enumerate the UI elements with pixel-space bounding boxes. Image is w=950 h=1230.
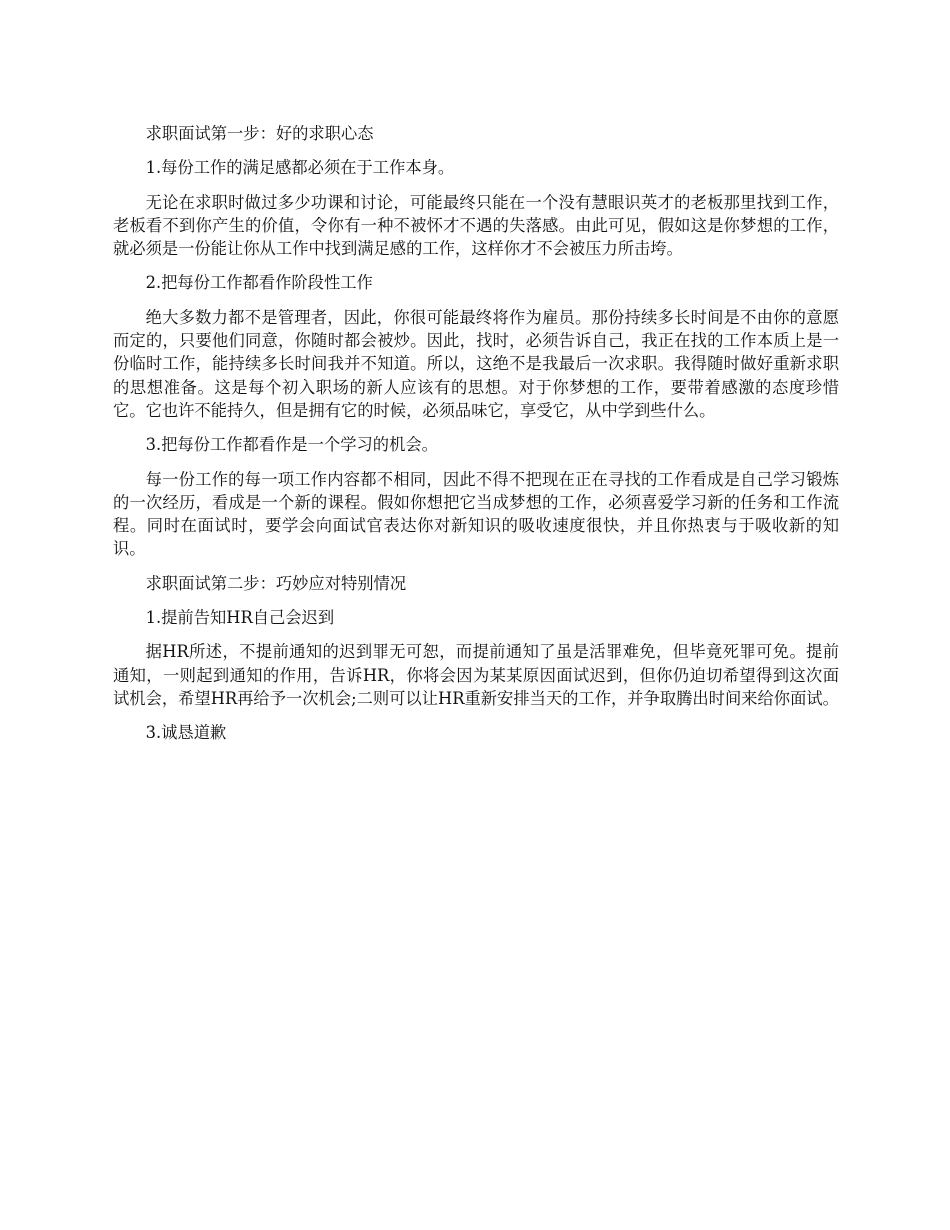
document-body xyxy=(113,122,839,756)
paragraph-notify-late: 据HR所述，不提前通知的迟到罪无可恕，而提前通知了虽是活罪难免，但毕竟死罪可免。提前通知，一则起到通知的作用，告诉HR，你将会因为某某原因面试迟到，但你仍迫切希望得到这次面试机会，希望HR再给予一次机会;二则可以让HR重新安排当天的工作，并争取腾出时间来给你面试。 xyxy=(113,642,839,708)
point-heading-learning: 3.把每份工作都看作是一个学习的机会。 xyxy=(145,435,438,455)
paragraph-temporary-work: 绝大多数力都不是管理者，因此，你很可能最终将作为雇员。那份持续多长时间是不由你的意愿而定的，只要他们同意，你随时都会被炒。因此，找时，必须告诉自己，我正在找的工作本质上是一份临时工作，能持续多长时间我并不知道。所以，这绝不是我最后一次求职。我得随时做好重新求职的思想准备。这是每个初入职场的新人应该有的思想。对于你梦想的工作，要带着感激的态度珍惜它。它也许不能持久，但是拥有它的时候，必须品味它，享受它，从中学到些什么。 xyxy=(113,307,839,420)
paragraph-satisfaction: 无论在求职时做过多少功课和讨论，可能最终只能在一个没有慧眼识英才的老板那里找到工作，老板看不到你产生的价值，令你有一种不被怀才不遇的失落感。由此可见，假如这是你梦想的工作，就必须是一份能让你从工作中找到满足感的工作，这样你才不会被压力所击垮。 xyxy=(113,192,839,259)
section-heading-step-two: 求职面试第二步：巧妙应对特别情况 xyxy=(145,573,407,593)
section-heading-step-one: 求职面试第一步：好的求职心态 xyxy=(145,124,374,143)
point-heading-temporary-work: 2.把每份工作都看作阶段性工作 xyxy=(145,273,373,293)
paragraph-learning: 每一份工作的每一项工作内容都不相同，因此不得不把现在正在寻找的工作看成是自己学习锻炼的一次经历，看成是一个新的课程。假如你想把它当成梦想的工作，必须喜爱学习新的任务和工作流程。同时在面试时，要学会向面试官表达你对新知识的吸收速度很快，并且你热衷与于吸收新的知识。 xyxy=(113,469,839,559)
point-heading-apologize: 3.诚恳道歉 xyxy=(145,723,227,743)
point-heading-satisfaction: 1.每份工作的满足感都必须在于工作本身。 xyxy=(145,158,455,178)
point-heading-notify-late: 1.提前告知HR自己会迟到 xyxy=(145,608,335,628)
